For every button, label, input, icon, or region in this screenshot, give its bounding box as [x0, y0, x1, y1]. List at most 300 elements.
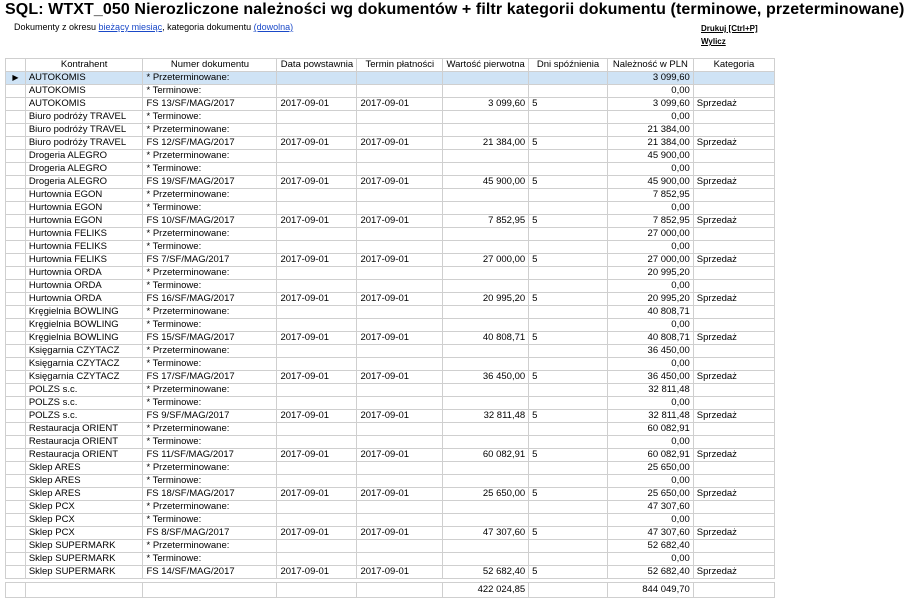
receivable-pln-cell: 40 808,71 [607, 332, 693, 345]
table-row[interactable] [6, 202, 775, 215]
contractor-cell: Biuro podróży TRAVEL [25, 124, 143, 137]
table-row[interactable] [6, 514, 775, 527]
due-date-cell [357, 397, 443, 410]
row-indicator-cell[interactable] [6, 241, 26, 254]
issue-date-cell [277, 514, 357, 527]
receivable-pln-cell: 36 450,00 [607, 371, 693, 384]
document-number-cell: FS 15/SF/MAG/2017 [143, 332, 277, 345]
table-row[interactable] [6, 501, 775, 514]
due-date-cell: 2017-09-01 [357, 254, 443, 267]
table-row[interactable] [6, 111, 775, 124]
column-header-issue-date[interactable]: Data powstawnia [277, 59, 357, 72]
receivable-pln-cell: 40 808,71 [607, 306, 693, 319]
original-value-cell [443, 85, 529, 98]
column-header-original-value[interactable]: Wartość pierwotna [443, 59, 529, 72]
row-indicator-cell[interactable] [6, 228, 26, 241]
issue-date-cell: 2017-09-01 [277, 527, 357, 540]
days-late-cell [529, 423, 608, 436]
document-number-cell: FS 9/SF/MAG/2017 [143, 410, 277, 423]
row-indicator-cell[interactable] [6, 514, 26, 527]
row-indicator-cell[interactable] [6, 397, 26, 410]
issue-date-cell [277, 319, 357, 332]
original-value-cell: 27 000,00 [443, 254, 529, 267]
total-cell [693, 583, 774, 598]
receivable-pln-cell: 0,00 [607, 202, 693, 215]
category-cell [693, 501, 774, 514]
receivable-pln-cell: 0,00 [607, 436, 693, 449]
issue-date-cell [277, 436, 357, 449]
row-indicator-cell[interactable] [6, 488, 26, 501]
category-cell [693, 553, 774, 566]
receivable-pln-cell: 21 384,00 [607, 124, 693, 137]
days-late-cell: 5 [529, 215, 608, 228]
days-late-cell: 5 [529, 137, 608, 150]
table-row[interactable] [6, 319, 775, 332]
due-date-cell [357, 462, 443, 475]
days-late-cell [529, 150, 608, 163]
receivable-pln-cell: 0,00 [607, 111, 693, 124]
document-number-cell: FS 13/SF/MAG/2017 [143, 98, 277, 111]
table-row[interactable] [6, 475, 775, 488]
due-date-cell: 2017-09-01 [357, 176, 443, 189]
receivable-pln-cell: 47 307,60 [607, 501, 693, 514]
print-button[interactable]: Drukuj [Ctrl+P] [701, 24, 758, 33]
issue-date-cell: 2017-09-01 [277, 566, 357, 579]
issue-date-cell [277, 553, 357, 566]
contractor-cell: Kręgielnia BOWLING [25, 332, 143, 345]
category-cell [693, 423, 774, 436]
row-indicator-cell[interactable] [6, 553, 26, 566]
original-value-cell: 32 811,48 [443, 410, 529, 423]
due-date-cell: 2017-09-01 [357, 332, 443, 345]
contractor-cell: Biuro podróży TRAVEL [25, 137, 143, 150]
issue-date-cell [277, 397, 357, 410]
issue-date-cell [277, 72, 357, 85]
row-indicator-cell[interactable] [6, 475, 26, 488]
contractor-cell: Hurtownia EGON [25, 189, 143, 202]
due-date-cell [357, 189, 443, 202]
category-cell [693, 540, 774, 553]
days-late-cell [529, 475, 608, 488]
contractor-cell: Restauracja ORIENT [25, 423, 143, 436]
category-cell [693, 124, 774, 137]
due-date-cell [357, 514, 443, 527]
contractor-cell: Sklep ARES [25, 462, 143, 475]
total-cell [529, 583, 608, 598]
column-header-category[interactable]: Kategoria [693, 59, 774, 72]
receivable-pln-cell: 52 682,40 [607, 566, 693, 579]
category-cell [693, 436, 774, 449]
table-row[interactable] [6, 176, 775, 189]
row-indicator-cell[interactable] [6, 111, 26, 124]
receivable-pln-cell: 21 384,00 [607, 137, 693, 150]
row-indicator-cell[interactable] [6, 410, 26, 423]
row-indicator-cell[interactable] [6, 215, 26, 228]
document-number-cell: * Terminowe: [143, 436, 277, 449]
contractor-cell: Kręgielnia BOWLING [25, 306, 143, 319]
original-value-cell [443, 384, 529, 397]
table-row[interactable] [6, 358, 775, 371]
due-date-cell: 2017-09-01 [357, 137, 443, 150]
issue-date-cell: 2017-09-01 [277, 449, 357, 462]
category-cell: Sprzedaż [693, 488, 774, 501]
table-row[interactable] [6, 215, 775, 228]
original-value-cell: 52 682,40 [443, 566, 529, 579]
calculate-button[interactable]: Wylicz [701, 37, 726, 46]
document-number-cell: * Terminowe: [143, 475, 277, 488]
table-row[interactable] [6, 332, 775, 345]
table-row[interactable] [6, 462, 775, 475]
receivable-pln-cell: 60 082,91 [607, 423, 693, 436]
receivable-pln-cell: 36 450,00 [607, 345, 693, 358]
filter-category-prefix: , kategoria dokumentu [162, 22, 254, 32]
contractor-cell: Hurtownia ORDA [25, 280, 143, 293]
row-indicator-cell[interactable] [6, 85, 26, 98]
days-late-cell: 5 [529, 98, 608, 111]
issue-date-cell [277, 423, 357, 436]
receivable-pln-cell: 32 811,48 [607, 410, 693, 423]
original-value-cell [443, 462, 529, 475]
days-late-cell [529, 553, 608, 566]
row-indicator-cell[interactable] [6, 202, 26, 215]
table-header-row [6, 59, 775, 72]
issue-date-cell [277, 358, 357, 371]
table-row[interactable] [6, 72, 775, 85]
due-date-cell [357, 553, 443, 566]
table-row[interactable] [6, 371, 775, 384]
table-row[interactable] [6, 449, 775, 462]
contractor-cell: Hurtownia ORDA [25, 293, 143, 306]
document-number-cell: FS 11/SF/MAG/2017 [143, 449, 277, 462]
days-late-cell: 5 [529, 176, 608, 189]
category-cell [693, 280, 774, 293]
receivable-pln-cell: 3 099,60 [607, 98, 693, 111]
due-date-cell: 2017-09-01 [357, 215, 443, 228]
column-header-contractor[interactable]: Kontrahent [25, 59, 143, 72]
receivable-pln-cell: 0,00 [607, 358, 693, 371]
document-number-cell: * Przeterminowane: [143, 462, 277, 475]
contractor-cell: AUTOKOMIS [25, 98, 143, 111]
document-number-cell: FS 14/SF/MAG/2017 [143, 566, 277, 579]
contractor-cell: Drogeria ALEGRO [25, 163, 143, 176]
contractor-cell: Księgarnia CZYTACZ [25, 345, 143, 358]
contractor-cell: Restauracja ORIENT [25, 436, 143, 449]
document-number-cell: FS 10/SF/MAG/2017 [143, 215, 277, 228]
due-date-cell [357, 72, 443, 85]
due-date-cell [357, 540, 443, 553]
days-late-cell: 5 [529, 566, 608, 579]
receivable-pln-cell: 47 307,60 [607, 527, 693, 540]
original-value-cell [443, 423, 529, 436]
category-cell [693, 345, 774, 358]
days-late-cell [529, 358, 608, 371]
total-receivable-pln: 844 049,70 [607, 583, 693, 598]
document-number-cell: FS 18/SF/MAG/2017 [143, 488, 277, 501]
document-number-cell: * Terminowe: [143, 111, 277, 124]
row-indicator-cell[interactable] [6, 384, 26, 397]
table-row[interactable] [6, 98, 775, 111]
days-late-cell [529, 540, 608, 553]
days-late-cell: 5 [529, 332, 608, 345]
contractor-cell: Sklep ARES [25, 488, 143, 501]
issue-date-cell: 2017-09-01 [277, 332, 357, 345]
original-value-cell [443, 280, 529, 293]
row-indicator-cell[interactable] [6, 98, 26, 111]
contractor-cell: Księgarnia CZYTACZ [25, 371, 143, 384]
due-date-cell: 2017-09-01 [357, 410, 443, 423]
column-header-receivable-pln[interactable]: Należność w PLN [607, 59, 693, 72]
document-number-cell: * Terminowe: [143, 319, 277, 332]
table-row[interactable] [6, 124, 775, 137]
days-late-cell [529, 514, 608, 527]
row-indicator-cell[interactable] [6, 332, 26, 345]
total-cell [357, 583, 443, 598]
category-cell: Sprzedaż [693, 215, 774, 228]
totals-row [6, 583, 775, 598]
receivable-pln-cell: 0,00 [607, 85, 693, 98]
row-indicator-cell[interactable] [6, 358, 26, 371]
issue-date-cell: 2017-09-01 [277, 176, 357, 189]
table-row[interactable] [6, 267, 775, 280]
category-cell [693, 72, 774, 85]
original-value-cell [443, 514, 529, 527]
original-value-cell [443, 553, 529, 566]
row-indicator-cell[interactable] [6, 267, 26, 280]
category-cell [693, 319, 774, 332]
original-value-cell: 36 450,00 [443, 371, 529, 384]
category-cell [693, 202, 774, 215]
contractor-cell: Księgarnia CZYTACZ [25, 358, 143, 371]
table-row[interactable] [6, 423, 775, 436]
contractor-cell: Sklep PCX [25, 527, 143, 540]
original-value-cell [443, 540, 529, 553]
receivable-pln-cell: 52 682,40 [607, 540, 693, 553]
row-indicator-cell[interactable] [6, 280, 26, 293]
table-row[interactable] [6, 280, 775, 293]
contractor-cell: Hurtownia EGON [25, 215, 143, 228]
original-value-cell [443, 475, 529, 488]
document-number-cell: * Terminowe: [143, 202, 277, 215]
table-row[interactable] [6, 345, 775, 358]
days-late-cell [529, 462, 608, 475]
category-cell: Sprzedaż [693, 176, 774, 189]
category-filter-link[interactable]: (dowolna) [253, 22, 294, 32]
issue-date-cell [277, 540, 357, 553]
receivable-pln-cell: 25 650,00 [607, 462, 693, 475]
table-row[interactable] [6, 150, 775, 163]
due-date-cell [357, 228, 443, 241]
row-indicator-cell[interactable] [6, 462, 26, 475]
due-date-cell [357, 241, 443, 254]
table-row[interactable] [6, 488, 775, 501]
category-cell [693, 163, 774, 176]
issue-date-cell [277, 280, 357, 293]
document-number-cell: * Przeterminowane: [143, 540, 277, 553]
due-date-cell [357, 280, 443, 293]
table-row[interactable] [6, 540, 775, 553]
original-value-cell [443, 241, 529, 254]
receivable-pln-cell: 0,00 [607, 280, 693, 293]
row-indicator-cell[interactable] [6, 540, 26, 553]
row-indicator-cell[interactable] [6, 566, 26, 579]
original-value-cell [443, 267, 529, 280]
contractor-cell: Hurtownia ORDA [25, 267, 143, 280]
contractor-cell: Biuro podróży TRAVEL [25, 111, 143, 124]
contractor-cell: Sklep PCX [25, 514, 143, 527]
category-cell: Sprzedaż [693, 254, 774, 267]
table-row[interactable] [6, 137, 775, 150]
original-value-cell [443, 163, 529, 176]
category-cell: Sprzedaż [693, 293, 774, 306]
due-date-cell: 2017-09-01 [357, 371, 443, 384]
original-value-cell: 21 384,00 [443, 137, 529, 150]
category-cell [693, 150, 774, 163]
issue-date-cell [277, 124, 357, 137]
table-body [6, 72, 775, 579]
document-number-cell: * Przeterminowane: [143, 384, 277, 397]
table-row[interactable] [6, 85, 775, 98]
contractor-cell: POLZS s.c. [25, 384, 143, 397]
table-row[interactable] [6, 189, 775, 202]
table-row[interactable] [6, 527, 775, 540]
days-late-cell [529, 111, 608, 124]
days-late-cell: 5 [529, 488, 608, 501]
category-cell [693, 228, 774, 241]
receivables-table [5, 58, 775, 598]
document-number-cell: FS 8/SF/MAG/2017 [143, 527, 277, 540]
due-date-cell: 2017-09-01 [357, 98, 443, 111]
document-number-cell: * Terminowe: [143, 163, 277, 176]
total-cell [143, 583, 277, 598]
row-indicator-cell[interactable] [6, 176, 26, 189]
row-indicator-cell[interactable] [6, 423, 26, 436]
category-cell: Sprzedaż [693, 527, 774, 540]
receivable-pln-cell: 7 852,95 [607, 189, 693, 202]
category-cell: Sprzedaż [693, 410, 774, 423]
receivable-pln-cell: 27 000,00 [607, 254, 693, 267]
issue-date-cell: 2017-09-01 [277, 410, 357, 423]
row-indicator-cell[interactable] [6, 137, 26, 150]
row-indicator-cell[interactable] [6, 345, 26, 358]
column-header-days-late[interactable]: Dni spóźnienia [529, 59, 608, 72]
row-indicator-cell[interactable] [6, 254, 26, 267]
category-cell: Sprzedaż [693, 566, 774, 579]
due-date-cell [357, 345, 443, 358]
category-cell [693, 514, 774, 527]
contractor-cell: POLZS s.c. [25, 410, 143, 423]
contractor-cell: Hurtownia FELIKS [25, 254, 143, 267]
original-value-cell: 45 900,00 [443, 176, 529, 189]
category-cell: Sprzedaż [693, 371, 774, 384]
document-number-cell: * Terminowe: [143, 397, 277, 410]
table-row[interactable] [6, 293, 775, 306]
document-number-cell: * Terminowe: [143, 514, 277, 527]
issue-date-cell [277, 189, 357, 202]
row-indicator-cell[interactable] [6, 150, 26, 163]
table-row[interactable] [6, 410, 775, 423]
table-row[interactable] [6, 163, 775, 176]
contractor-cell: Sklep PCX [25, 501, 143, 514]
receivable-pln-cell: 20 995,20 [607, 267, 693, 280]
contractor-cell: Sklep SUPERMARK [25, 566, 143, 579]
receivable-pln-cell: 0,00 [607, 397, 693, 410]
row-indicator-cell[interactable] [6, 293, 26, 306]
original-value-cell: 47 307,60 [443, 527, 529, 540]
issue-date-cell: 2017-09-01 [277, 98, 357, 111]
original-value-cell: 25 650,00 [443, 488, 529, 501]
table-row[interactable] [6, 397, 775, 410]
row-indicator-cell[interactable] [6, 436, 26, 449]
receivable-pln-cell: 0,00 [607, 475, 693, 488]
issue-date-cell [277, 267, 357, 280]
days-late-cell [529, 124, 608, 137]
row-indicator-cell[interactable] [6, 371, 26, 384]
days-late-cell [529, 189, 608, 202]
column-header-document-number[interactable]: Numer dokumentu [143, 59, 277, 72]
row-indicator-cell[interactable] [6, 527, 26, 540]
table-row[interactable] [6, 254, 775, 267]
original-value-cell [443, 202, 529, 215]
issue-date-cell [277, 202, 357, 215]
issue-date-cell [277, 501, 357, 514]
category-cell [693, 462, 774, 475]
column-header-due-date[interactable]: Termin płatności [357, 59, 443, 72]
original-value-cell: 60 082,91 [443, 449, 529, 462]
table-row[interactable] [6, 436, 775, 449]
original-value-cell [443, 345, 529, 358]
period-filter-link[interactable]: bieżący miesiąc [98, 22, 163, 32]
issue-date-cell [277, 241, 357, 254]
issue-date-cell [277, 475, 357, 488]
table-row[interactable] [6, 228, 775, 241]
category-cell: Sprzedaż [693, 98, 774, 111]
row-indicator-cell[interactable] [6, 163, 26, 176]
row-indicator-cell[interactable] [6, 501, 26, 514]
document-number-cell: * Przeterminowane: [143, 150, 277, 163]
issue-date-cell: 2017-09-01 [277, 488, 357, 501]
due-date-cell [357, 85, 443, 98]
days-late-cell: 5 [529, 293, 608, 306]
issue-date-cell [277, 150, 357, 163]
row-indicator-cell[interactable] [6, 306, 26, 319]
row-selector-arrow-icon[interactable]: ▶ [6, 72, 26, 85]
contractor-cell: Drogeria ALEGRO [25, 176, 143, 189]
receivable-pln-cell: 0,00 [607, 319, 693, 332]
due-date-cell: 2017-09-01 [357, 566, 443, 579]
table-row[interactable] [6, 241, 775, 254]
original-value-cell: 7 852,95 [443, 215, 529, 228]
document-number-cell: * Przeterminowane: [143, 228, 277, 241]
table-row[interactable] [6, 553, 775, 566]
document-number-cell: FS 17/SF/MAG/2017 [143, 371, 277, 384]
row-indicator-cell[interactable] [6, 124, 26, 137]
table-row[interactable] [6, 384, 775, 397]
receivable-pln-cell: 25 650,00 [607, 488, 693, 501]
due-date-cell [357, 124, 443, 137]
row-indicator-cell[interactable] [6, 319, 26, 332]
document-number-cell: * Przeterminowane: [143, 189, 277, 202]
contractor-cell: Hurtownia FELIKS [25, 241, 143, 254]
due-date-cell [357, 163, 443, 176]
table-row[interactable] [6, 566, 775, 579]
row-indicator-cell[interactable] [6, 189, 26, 202]
row-indicator-cell[interactable] [6, 449, 26, 462]
table-row[interactable] [6, 306, 775, 319]
due-date-cell [357, 384, 443, 397]
document-number-cell: * Przeterminowane: [143, 267, 277, 280]
days-late-cell: 5 [529, 449, 608, 462]
total-cell [277, 583, 357, 598]
